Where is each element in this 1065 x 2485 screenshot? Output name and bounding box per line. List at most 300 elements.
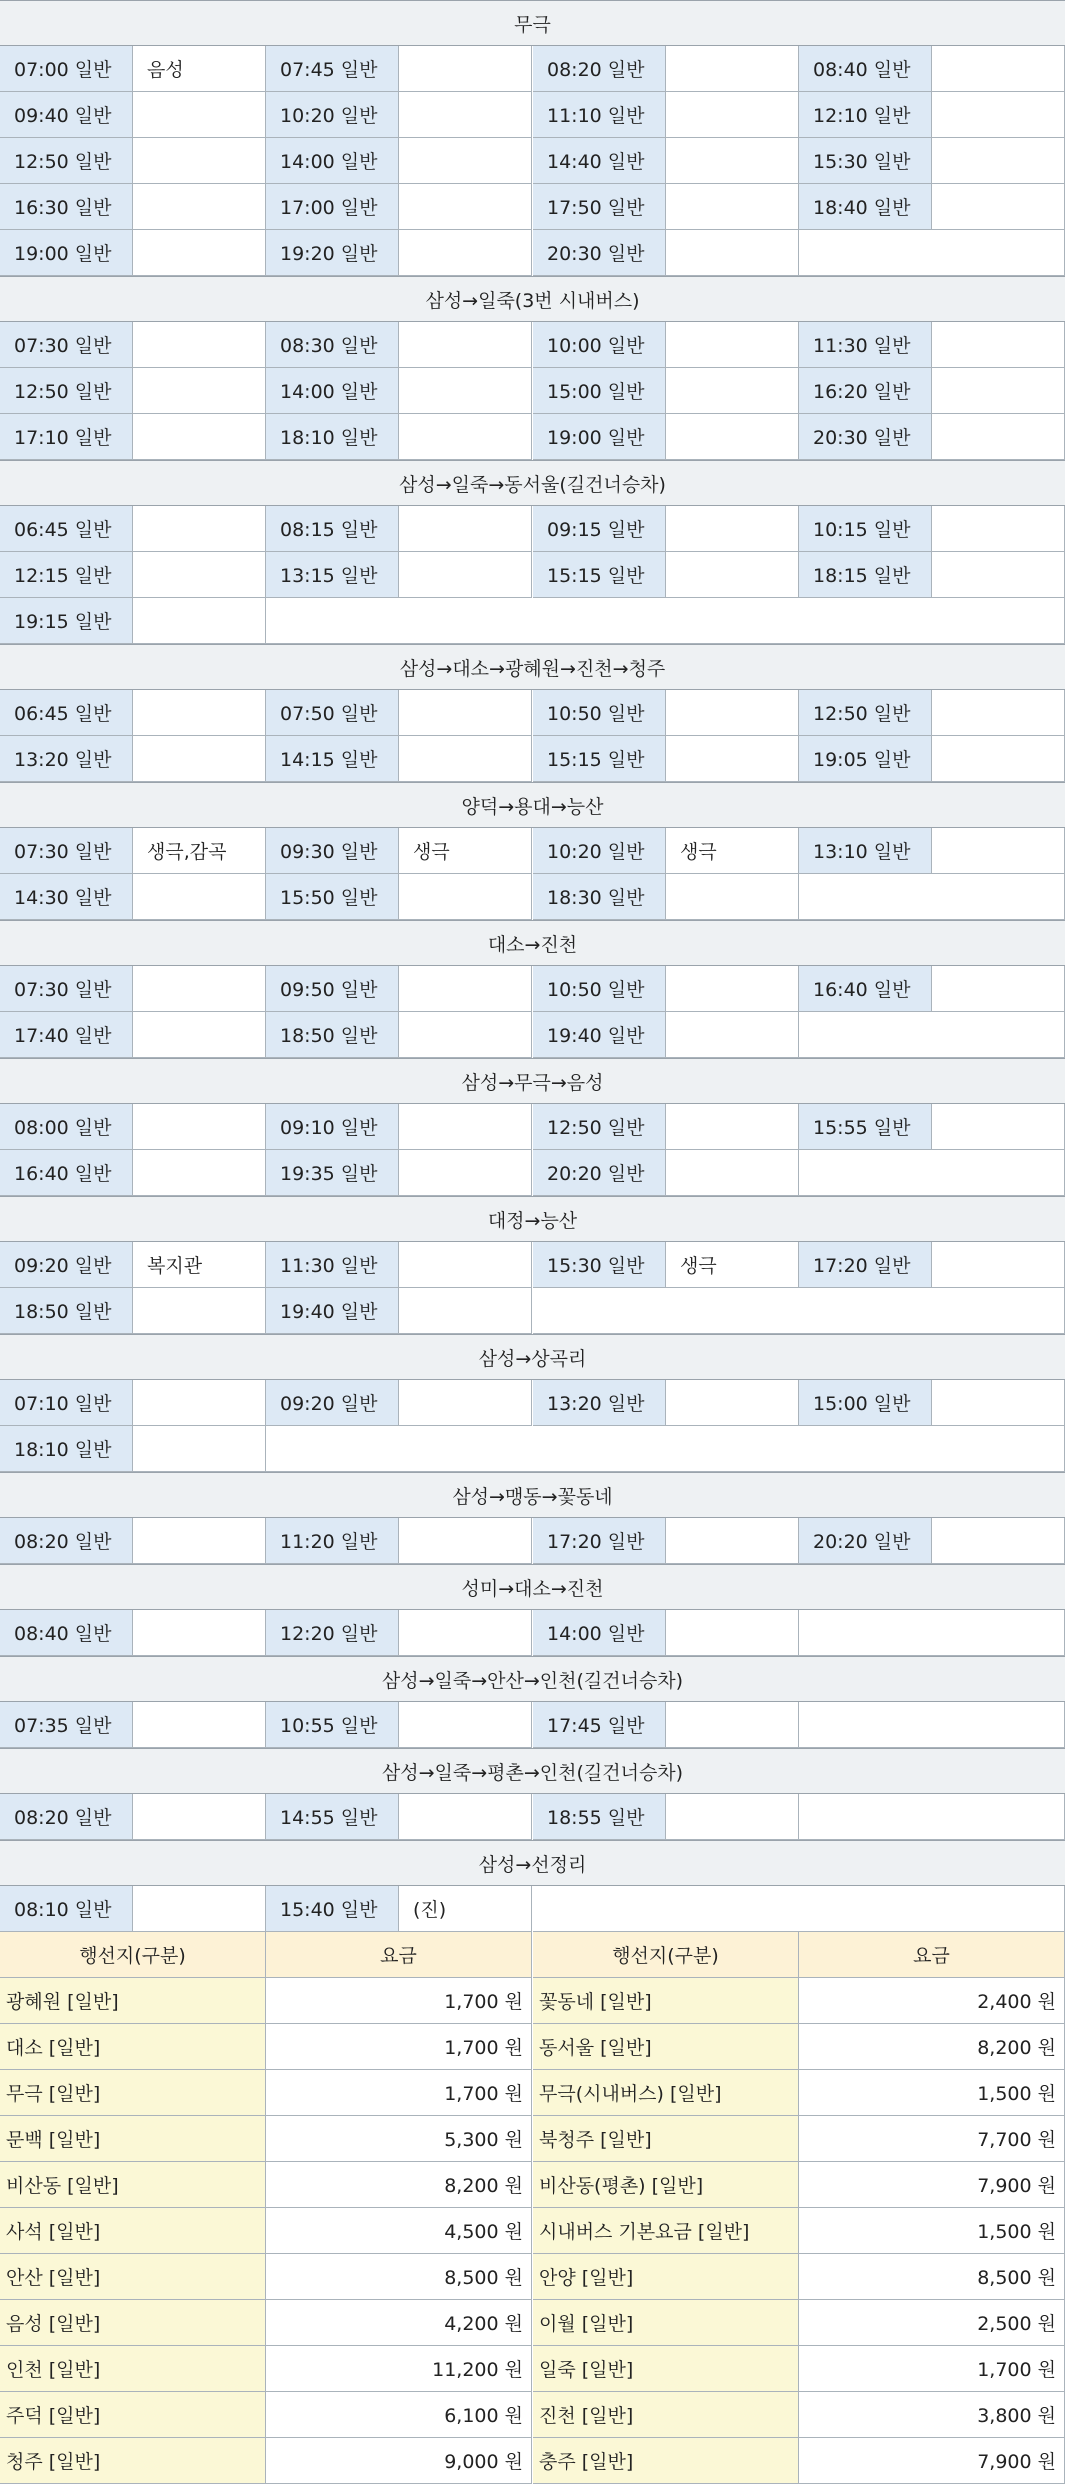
departure-time: 14:55 일반 [266,1794,399,1840]
schedule-row [0,322,1065,368]
departure-time: 07:30 일반 [0,828,133,874]
departure-note [666,506,799,552]
departure-note [666,230,799,276]
departure-note [932,736,1065,782]
departure-time: 09:20 일반 [0,1242,133,1288]
departure-note [666,1702,799,1748]
fare-destination: 무극 [일반] [0,2070,266,2116]
section-title: 삼성→대소→광혜원→진천→청주 [0,644,1065,690]
departure-time: 11:30 일반 [799,322,932,368]
schedule-row [0,966,1065,1012]
departure-time: 10:50 일반 [533,690,666,736]
departure-note [399,1702,532,1748]
departure-time: 10:20 일반 [533,828,666,874]
schedule-row [0,1150,1065,1196]
departure-time: 15:15 일반 [533,736,666,782]
departure-time: 07:00 일반 [0,46,133,92]
departure-note [133,1012,266,1058]
fare-price: 2,400 원 [799,1978,1065,2024]
section-title: 대정→능산 [0,1196,1065,1242]
departure-time: 16:20 일반 [799,368,932,414]
fare-destination: 진천 [일반] [533,2392,799,2438]
schedule-row [0,1242,1065,1288]
fare-row [0,2116,1065,2162]
departure-note [932,322,1065,368]
departure-note [666,874,799,920]
departure-time: 08:20 일반 [533,46,666,92]
departure-time: 12:50 일반 [0,138,133,184]
fare-price-header: 요금 [799,1932,1065,1978]
schedule-row [0,184,1065,230]
fare-price: 8,200 원 [799,2024,1065,2070]
departure-note [399,1610,532,1656]
fare-price: 2,500 원 [799,2300,1065,2346]
fare-destination: 꽃동네 [일반] [533,1978,799,2024]
schedule-row [0,1886,1065,1932]
fare-row [0,2300,1065,2346]
fare-price: 4,500 원 [266,2208,532,2254]
schedule-row [0,598,1065,644]
departure-note [932,184,1065,230]
departure-note [666,368,799,414]
departure-note [399,736,532,782]
departure-note [133,184,266,230]
departure-note [932,1518,1065,1564]
departure-note [399,552,532,598]
departure-time: 08:30 일반 [266,322,399,368]
departure-note [399,1288,532,1334]
empty-cell [799,230,1065,276]
empty-cell [533,1288,1065,1334]
fare-price: 1,500 원 [799,2070,1065,2116]
departure-note [133,138,266,184]
departure-time: 12:10 일반 [799,92,932,138]
departure-time: 10:20 일반 [266,92,399,138]
departure-note [666,1518,799,1564]
departure-note [666,552,799,598]
fare-destination: 비산동(평촌) [일반] [533,2162,799,2208]
departure-time: 18:10 일반 [0,1426,133,1472]
departure-note [133,506,266,552]
section-title: 대소→진천 [0,920,1065,966]
departure-time: 07:30 일반 [0,322,133,368]
departure-time: 18:50 일반 [0,1288,133,1334]
fare-destination: 안양 [일반] [533,2254,799,2300]
departure-time: 09:30 일반 [266,828,399,874]
schedule-row [0,46,1065,92]
fare-price: 1,700 원 [266,2070,532,2116]
departure-note: 복지관 [133,1242,266,1288]
fare-price-header: 요금 [266,1932,532,1978]
departure-time: 13:20 일반 [533,1380,666,1426]
section-title: 삼성→일죽(3번 시내버스) [0,276,1065,322]
departure-note [133,1104,266,1150]
schedule-row [0,1104,1065,1150]
departure-time: 14:00 일반 [533,1610,666,1656]
departure-time: 15:15 일반 [533,552,666,598]
departure-time: 07:45 일반 [266,46,399,92]
departure-time: 07:50 일반 [266,690,399,736]
departure-note [666,1012,799,1058]
departure-time: 11:10 일반 [533,92,666,138]
schedule-row [0,874,1065,920]
departure-time: 14:15 일반 [266,736,399,782]
departure-note: 생극,감곡 [133,828,266,874]
departure-time: 10:55 일반 [266,1702,399,1748]
departure-time: 07:35 일반 [0,1702,133,1748]
departure-time: 13:20 일반 [0,736,133,782]
departure-note [399,966,532,1012]
fare-row [0,2254,1065,2300]
departure-time: 12:20 일반 [266,1610,399,1656]
fare-destination: 무극(시내버스) [일반] [533,2070,799,2116]
fare-price: 1,700 원 [266,1978,532,2024]
departure-note [399,1518,532,1564]
fare-destination: 이월 [일반] [533,2300,799,2346]
fare-price: 7,900 원 [799,2438,1065,2484]
departure-note [133,1518,266,1564]
departure-time: 19:40 일반 [266,1288,399,1334]
departure-note [133,690,266,736]
fare-row [0,2392,1065,2438]
departure-time: 19:40 일반 [533,1012,666,1058]
departure-time: 07:10 일반 [0,1380,133,1426]
departure-time: 17:20 일반 [799,1242,932,1288]
schedule-row [0,1288,1065,1334]
departure-time: 13:10 일반 [799,828,932,874]
section-title: 삼성→무극→음성 [0,1058,1065,1104]
departure-time: 20:30 일반 [533,230,666,276]
departure-note [399,230,532,276]
departure-note [666,1610,799,1656]
departure-note [133,414,266,460]
departure-note [666,322,799,368]
departure-time: 15:30 일반 [799,138,932,184]
departure-time: 19:00 일반 [0,230,133,276]
fare-price: 8,200 원 [266,2162,532,2208]
departure-note [932,690,1065,736]
departure-time: 12:50 일반 [799,690,932,736]
fare-price: 11,200 원 [266,2346,532,2392]
fare-price: 4,200 원 [266,2300,532,2346]
departure-note [133,1426,266,1472]
departure-note [399,1794,532,1840]
departure-note [399,368,532,414]
departure-time: 20:20 일반 [533,1150,666,1196]
departure-time: 08:20 일반 [0,1518,133,1564]
schedule-row [0,92,1065,138]
departure-note [666,690,799,736]
departure-time: 09:20 일반 [266,1380,399,1426]
departure-note: 생극 [666,828,799,874]
departure-time: 12:15 일반 [0,552,133,598]
departure-note [399,1150,532,1196]
empty-cell [533,1886,1065,1932]
departure-note [666,736,799,782]
fare-price: 1,700 원 [266,2024,532,2070]
section-title: 무극 [0,0,1065,46]
departure-note [666,1104,799,1150]
departure-time: 20:20 일반 [799,1518,932,1564]
departure-time: 08:10 일반 [0,1886,133,1932]
departure-note [932,1380,1065,1426]
schedule-row [0,1380,1065,1426]
schedule-row [0,552,1065,598]
departure-time: 15:40 일반 [266,1886,399,1932]
departure-note [133,322,266,368]
fare-destination: 문백 [일반] [0,2116,266,2162]
departure-time: 17:40 일반 [0,1012,133,1058]
departure-time: 17:45 일반 [533,1702,666,1748]
schedule-row [0,828,1065,874]
departure-time: 08:00 일반 [0,1104,133,1150]
schedule-row [0,1012,1065,1058]
fare-row [0,2438,1065,2484]
fare-price: 9,000 원 [266,2438,532,2484]
departure-time: 08:15 일반 [266,506,399,552]
fare-destination: 시내버스 기본요금 [일반] [533,2208,799,2254]
departure-time: 16:30 일반 [0,184,133,230]
departure-note [666,1380,799,1426]
departure-note [932,966,1065,1012]
departure-time: 10:50 일반 [533,966,666,1012]
departure-note [133,1610,266,1656]
departure-time: 14:00 일반 [266,368,399,414]
departure-time: 18:50 일반 [266,1012,399,1058]
fare-price: 3,800 원 [799,2392,1065,2438]
departure-note [932,552,1065,598]
departure-note [133,1794,266,1840]
departure-time: 09:15 일반 [533,506,666,552]
departure-time: 06:45 일반 [0,506,133,552]
departure-time: 16:40 일반 [0,1150,133,1196]
departure-note [133,368,266,414]
departure-time: 14:40 일반 [533,138,666,184]
section-title: 삼성→상곡리 [0,1334,1065,1380]
departure-note [399,414,532,460]
departure-time: 18:55 일반 [533,1794,666,1840]
empty-cell [799,1150,1065,1196]
fare-row [0,2024,1065,2070]
departure-time: 20:30 일반 [799,414,932,460]
departure-note [399,874,532,920]
departure-note [932,92,1065,138]
fare-destination: 일죽 [일반] [533,2346,799,2392]
departure-note [133,230,266,276]
departure-time: 06:45 일반 [0,690,133,736]
fare-price: 6,100 원 [266,2392,532,2438]
departure-note: 음성 [133,46,266,92]
departure-time: 19:15 일반 [0,598,133,644]
departure-time: 15:00 일반 [533,368,666,414]
departure-note [932,506,1065,552]
fare-destination-header: 행선지(구분) [533,1932,799,1978]
departure-time: 19:20 일반 [266,230,399,276]
departure-time: 12:50 일반 [533,1104,666,1150]
section-title: 삼성→맹동→꽃동네 [0,1472,1065,1518]
fare-header-row [0,1932,1065,1978]
fare-row [0,2070,1065,2116]
schedule-row [0,1610,1065,1656]
fare-destination-header: 행선지(구분) [0,1932,266,1978]
empty-cell [799,874,1065,920]
empty-cell [799,1794,1065,1840]
empty-cell [266,598,1065,644]
empty-cell [799,1702,1065,1748]
departure-time: 19:00 일반 [533,414,666,460]
departure-time: 17:20 일반 [533,1518,666,1564]
departure-note [133,736,266,782]
fare-destination: 비산동 [일반] [0,2162,266,2208]
departure-note [399,1104,532,1150]
departure-note [133,1702,266,1748]
departure-note [399,1012,532,1058]
fare-destination: 광혜원 [일반] [0,1978,266,2024]
departure-time: 13:15 일반 [266,552,399,598]
section-title: 삼성→일죽→동서울(길건너승차) [0,460,1065,506]
departure-time: 12:50 일반 [0,368,133,414]
departure-time: 15:55 일반 [799,1104,932,1150]
departure-time: 18:40 일반 [799,184,932,230]
schedule-row [0,690,1065,736]
departure-time: 17:00 일반 [266,184,399,230]
departure-note [399,690,532,736]
fare-price: 5,300 원 [266,2116,532,2162]
departure-time: 17:10 일반 [0,414,133,460]
departure-note [666,1794,799,1840]
departure-note [133,966,266,1012]
departure-note: 생극 [399,828,532,874]
departure-note: 생극 [666,1242,799,1288]
schedule-row [0,230,1065,276]
departure-time: 16:40 일반 [799,966,932,1012]
departure-time: 09:40 일반 [0,92,133,138]
fare-price: 7,700 원 [799,2116,1065,2162]
schedule-row [0,414,1065,460]
fare-row [0,2346,1065,2392]
departure-note [399,1380,532,1426]
fare-destination: 동서울 [일반] [533,2024,799,2070]
departure-time: 09:50 일반 [266,966,399,1012]
departure-time: 11:30 일반 [266,1242,399,1288]
fare-destination: 충주 [일반] [533,2438,799,2484]
departure-note [399,506,532,552]
section-title: 삼성→일죽→안산→인천(길건너승차) [0,1656,1065,1702]
departure-note [932,368,1065,414]
schedule-row [0,1702,1065,1748]
departure-time: 08:20 일반 [0,1794,133,1840]
departure-time: 10:00 일반 [533,322,666,368]
departure-note [666,966,799,1012]
departure-time: 08:40 일반 [0,1610,133,1656]
departure-time: 18:30 일반 [533,874,666,920]
departure-note [932,1242,1065,1288]
schedule-row [0,736,1065,782]
departure-note [399,1242,532,1288]
fare-row [0,2162,1065,2208]
departure-note [932,1104,1065,1150]
departure-note [666,414,799,460]
fare-row [0,1978,1065,2024]
departure-note [932,828,1065,874]
schedule-row [0,506,1065,552]
schedule-row [0,1426,1065,1472]
departure-note [133,92,266,138]
section-title: 삼성→일죽→평촌→인천(길건너승차) [0,1748,1065,1794]
fare-destination: 대소 [일반] [0,2024,266,2070]
departure-note [666,46,799,92]
fare-destination: 주덕 [일반] [0,2392,266,2438]
section-title: 양덕→용대→능산 [0,782,1065,828]
departure-note [399,322,532,368]
empty-cell [266,1426,1065,1472]
departure-note [399,92,532,138]
fare-destination: 사석 [일반] [0,2208,266,2254]
departure-note [133,1886,266,1932]
empty-cell [799,1012,1065,1058]
departure-note [666,184,799,230]
fare-price: 1,700 원 [799,2346,1065,2392]
departure-note [666,138,799,184]
departure-time: 09:10 일반 [266,1104,399,1150]
fare-destination: 인천 [일반] [0,2346,266,2392]
departure-time: 10:15 일반 [799,506,932,552]
departure-note [133,1288,266,1334]
departure-note [133,552,266,598]
fare-destination: 음성 [일반] [0,2300,266,2346]
departure-note [932,138,1065,184]
departure-time: 14:00 일반 [266,138,399,184]
fare-price: 8,500 원 [799,2254,1065,2300]
departure-time: 17:50 일반 [533,184,666,230]
fare-price: 8,500 원 [266,2254,532,2300]
departure-note [133,598,266,644]
departure-time: 18:10 일반 [266,414,399,460]
departure-note [133,1380,266,1426]
departure-time: 15:00 일반 [799,1380,932,1426]
departure-note [932,414,1065,460]
schedule-row [0,1794,1065,1840]
departure-note [133,1150,266,1196]
fare-destination: 북청주 [일반] [533,2116,799,2162]
departure-time: 19:35 일반 [266,1150,399,1196]
departure-note [133,874,266,920]
section-title: 삼성→선정리 [0,1840,1065,1886]
departure-note [399,138,532,184]
departure-time: 15:30 일반 [533,1242,666,1288]
departure-note: (진) [399,1886,532,1932]
fare-price: 7,900 원 [799,2162,1065,2208]
section-title: 성미→대소→진천 [0,1564,1065,1610]
schedule-row [0,138,1065,184]
departure-time: 14:30 일반 [0,874,133,920]
departure-time: 07:30 일반 [0,966,133,1012]
departure-note [932,46,1065,92]
departure-time: 19:05 일반 [799,736,932,782]
departure-time: 15:50 일반 [266,874,399,920]
fare-destination: 청주 [일반] [0,2438,266,2484]
departure-note [399,184,532,230]
schedule-row [0,368,1065,414]
fare-row [0,2208,1065,2254]
departure-time: 08:40 일반 [799,46,932,92]
departure-note [666,92,799,138]
fare-price: 1,500 원 [799,2208,1065,2254]
empty-cell [799,1610,1065,1656]
fare-destination: 안산 [일반] [0,2254,266,2300]
departure-note [399,46,532,92]
departure-time: 11:20 일반 [266,1518,399,1564]
